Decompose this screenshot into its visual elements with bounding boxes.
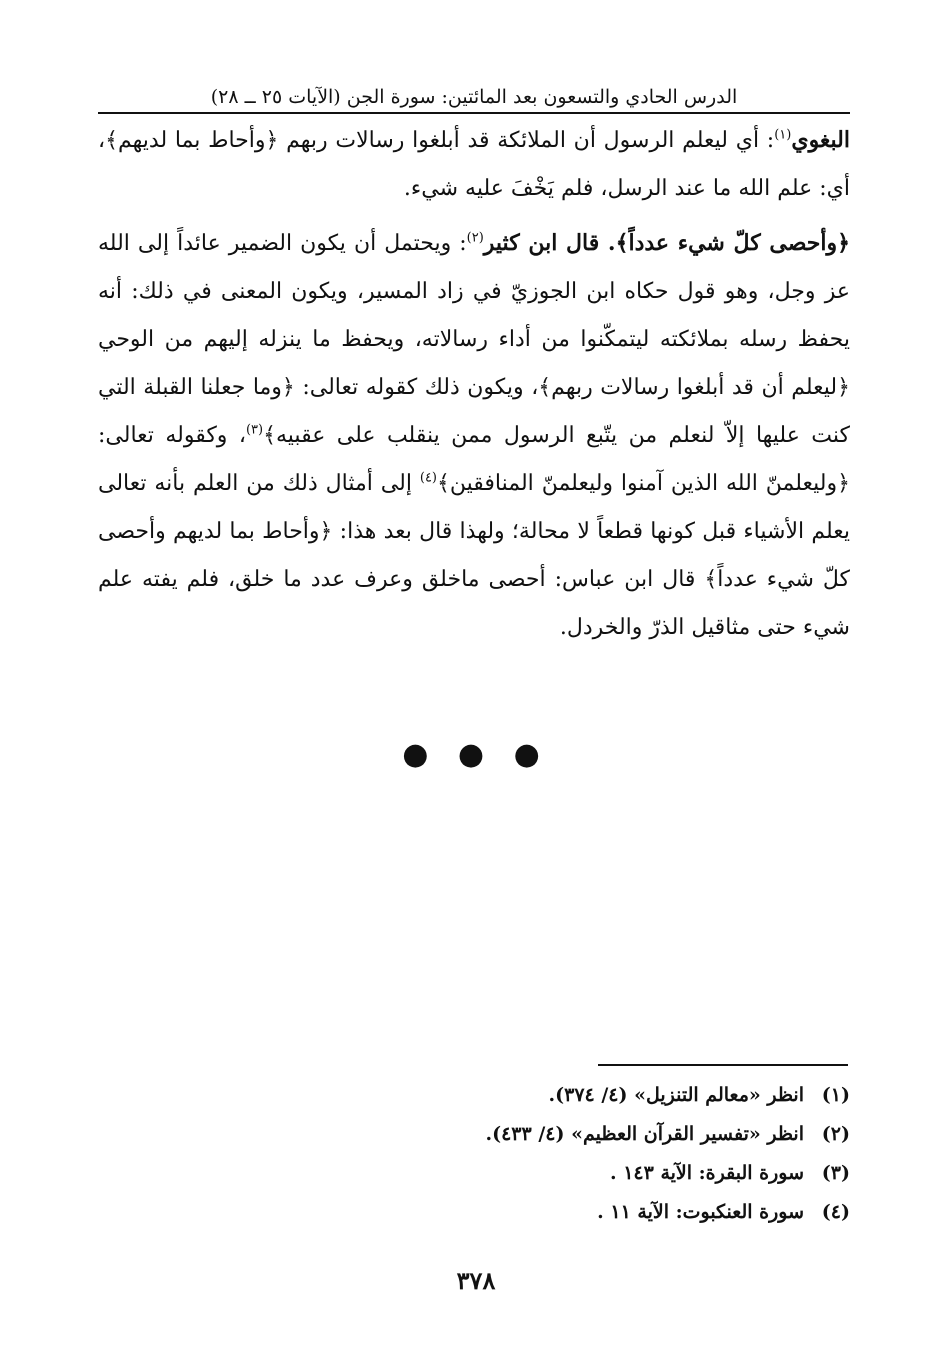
- paragraph-2-text-a: : ويحتمل أن يكون الضمير عائداً إلى الله عز وجل، وهو قول حكاه ابن الجوزيّ في زاد المسير، ويكون المعنى في ذلك: أنه يحفظ رسله بملائكته ليتمكّنوا من أداء رسالاته، ويحفظ ما ينزله إليهم من الوحي ﴿ليعلم أن قد أبلغوا رسالات ربهم﴾، ويكون ذلك كقوله تعالى: ﴿وما جعلنا القبلة التي كنت عليها إلاّ لنعلم من يتّبع الرسول ممن ينقلب على عقبيه﴾: [98, 231, 850, 448]
- footnote-text: سورة العنكبوت: الآية ١١ .: [597, 1201, 804, 1223]
- footnote-item: [98, 1154, 850, 1193]
- footnote-text: انظر «تفسير القرآن العظيم» (٤/ ٤٣٣).: [485, 1123, 804, 1145]
- paragraph-1-text: : أي ليعلم الرسول أن الملائكة قد أبلغوا رسالات ربهم ﴿وأحاط بما لديهم﴾، أي: علم الله ما عند الرسل، فلم يَخْفَ عليه شيء.: [98, 128, 850, 201]
- paragraph-2-text-c: إلى أمثال ذلك من العلم بأنه تعالى يعلم الأشياء قبل كونها قطعاً لا محالة؛ ولهذا قال بعد هذا: ﴿وأحاط بما لديهم وأحصى كلّ شيء عدداً﴾ قال ابن عباس: أحصى ماخلق وعرف عدد ما خلق، فلم يفته علم شيء حتى مثاقيل الذرّ والخردل.: [98, 471, 850, 640]
- main-text: [98, 116, 850, 652]
- section-separator: ● ● ●: [402, 737, 550, 772]
- footnote-item: [98, 1115, 850, 1154]
- author-name: البغوي: [791, 127, 850, 153]
- running-header: الدرس الحادي والتسعون بعد المائتين: سورة الجن (الآيات ٢٥ ــ ٢٨): [210, 86, 738, 108]
- paragraph-1: [98, 116, 850, 213]
- footnote-number: (٢): [821, 1123, 850, 1145]
- quote-and-source: ﴿وأحصى كلّ شيء عدداً﴾. قال ابن كثير: [483, 230, 850, 256]
- paragraph-2: [98, 219, 850, 652]
- header-rule: [98, 112, 850, 114]
- page-number: ٣٧٨: [456, 1266, 496, 1295]
- footnote-ref-4[interactable]: (٤): [419, 470, 437, 486]
- footnotes-list: [98, 1076, 850, 1232]
- footnote-ref-3[interactable]: (٣): [245, 422, 264, 438]
- footnote-ref-2[interactable]: (٢): [466, 230, 484, 246]
- paragraph-2-text-b: ، وكقوله تعالى: ﴿وليعلمنّ الله الذين آمنوا وليعلمنّ المنافقين﴾: [98, 423, 851, 496]
- footnote-item: [98, 1193, 850, 1232]
- footnote-number: (١): [821, 1084, 850, 1106]
- footnote-text: انظر «معالم التنزيل» (٤/ ٣٧٤).: [548, 1084, 804, 1106]
- footnote-item: [98, 1076, 850, 1115]
- footnote-number: (٤): [821, 1201, 850, 1223]
- footnote-text: سورة البقرة: الآية ١٤٣ .: [609, 1162, 804, 1184]
- footnote-number: (٣): [821, 1162, 850, 1184]
- footnote-rule: [598, 1064, 848, 1066]
- footnote-ref-1[interactable]: (١): [774, 127, 792, 143]
